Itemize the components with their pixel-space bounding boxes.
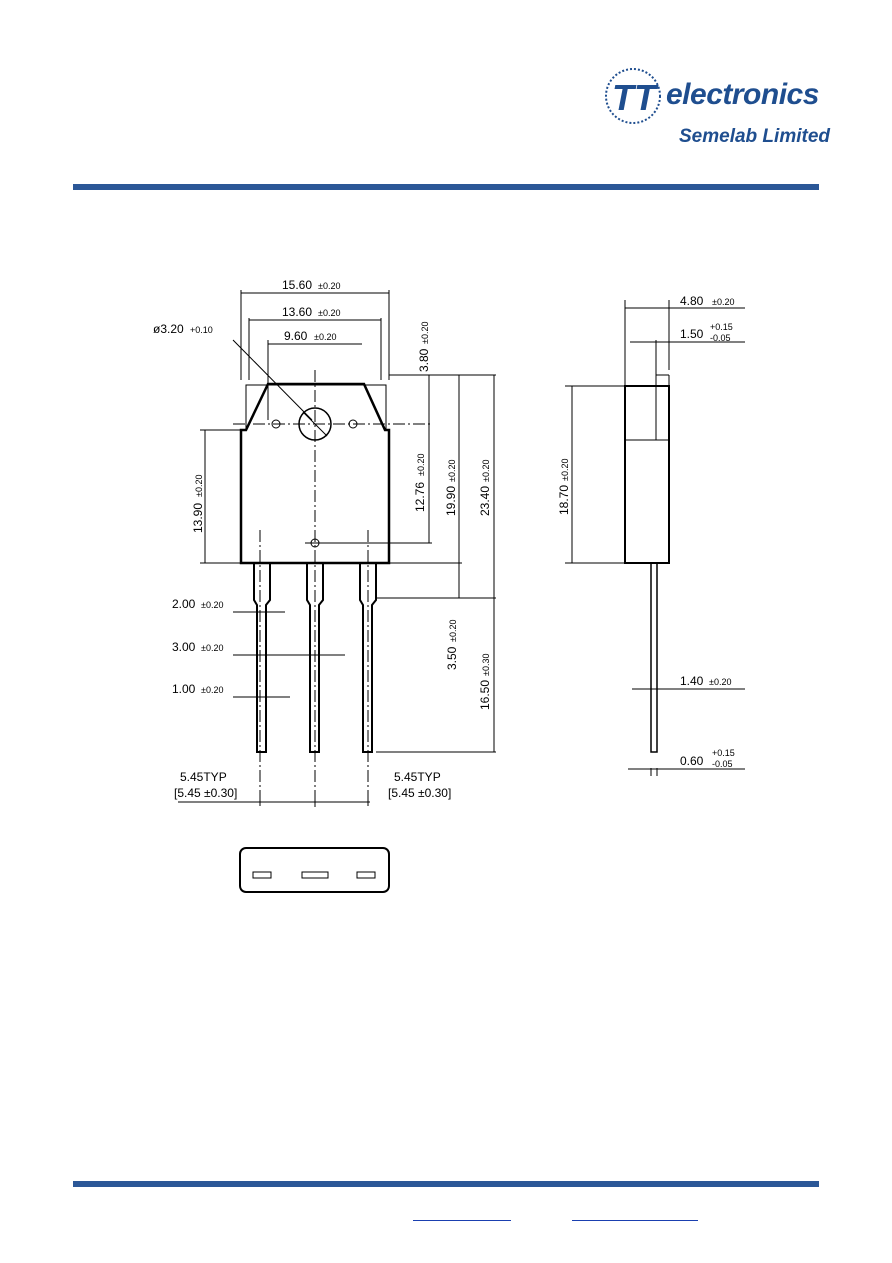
logo-subtitle: Semelab Limited — [679, 126, 830, 147]
svg-text:±0.20: ±0.20 — [447, 459, 457, 482]
logo-wordmark: electronics — [666, 78, 819, 111]
dim-lead-shoulder: 3.50 — [445, 646, 459, 670]
dim-lead-length: 16.50 — [478, 679, 492, 710]
svg-text:±0.30: ±0.30 — [481, 653, 491, 676]
svg-text:[5.45 ±0.30]: [5.45 ±0.30] — [388, 786, 452, 800]
svg-text:±0.20: ±0.20 — [201, 643, 224, 653]
dim-overall-width: 15.60 — [282, 278, 313, 292]
dim-tab-thickness: 1.50 — [680, 327, 704, 341]
bottom-view-outline — [240, 848, 389, 892]
svg-text:TT: TT — [612, 77, 656, 118]
svg-text:+0.15: +0.15 — [710, 322, 733, 332]
dim-tab-height: 3.80 — [417, 348, 431, 372]
dim-lead-root: 2.00 — [172, 597, 196, 611]
svg-text:±0.20: ±0.20 — [560, 458, 570, 481]
dim-hole-dia: ø3.20 — [153, 322, 184, 336]
dim-pitch-right: 5.45TYP — [394, 770, 441, 784]
dim-body-height: 19.90 — [444, 485, 458, 516]
dim-body-width: 13.60 — [282, 305, 313, 319]
dim-thickness: 4.80 — [680, 294, 704, 308]
svg-text:±0.20: ±0.20 — [481, 459, 491, 482]
dim-total-height: 23.40 — [478, 485, 492, 516]
svg-text:±0.20: ±0.20 — [314, 332, 337, 342]
lead-1 — [254, 563, 270, 752]
dim-pitch-left: 5.45TYP — [180, 770, 227, 784]
svg-text:±0.20: ±0.20 — [712, 297, 735, 307]
svg-text:±0.20: ±0.20 — [201, 600, 224, 610]
dim-side-height: 18.70 — [557, 484, 571, 515]
svg-text:+0.15: +0.15 — [712, 748, 735, 758]
svg-text:±0.20: ±0.20 — [318, 308, 341, 318]
svg-text:±0.20: ±0.20 — [420, 321, 430, 344]
footer-link-1[interactable] — [413, 1206, 511, 1221]
svg-text:±0.20: ±0.20 — [416, 453, 426, 476]
dim-lead-offset: 1.40 — [680, 674, 704, 688]
dim-lead-thickness: 0.60 — [680, 754, 704, 768]
svg-text:±0.20: ±0.20 — [709, 677, 732, 687]
svg-text:-0.05: -0.05 — [710, 333, 731, 343]
dim-hole-to-bottom: 12.76 — [413, 481, 427, 512]
dim-lead-width: 1.00 — [172, 682, 196, 696]
svg-text:+0.10: +0.10 — [190, 325, 213, 335]
dim-lead-mid: 3.00 — [172, 640, 196, 654]
svg-text:[5.45 ±0.30]: [5.45 ±0.30] — [174, 786, 238, 800]
dim-hole-span: 9.60 — [284, 329, 308, 343]
svg-text:±0.20: ±0.20 — [201, 685, 224, 695]
svg-text:±0.20: ±0.20 — [318, 281, 341, 291]
footer-link-2[interactable] — [572, 1206, 698, 1221]
svg-text:-0.05: -0.05 — [712, 759, 733, 769]
svg-text:±0.20: ±0.20 — [194, 474, 204, 497]
side-lead — [651, 563, 657, 752]
side-body-outline — [625, 386, 669, 563]
dim-left-height: 13.90 — [191, 502, 205, 533]
svg-text:±0.20: ±0.20 — [448, 619, 458, 642]
